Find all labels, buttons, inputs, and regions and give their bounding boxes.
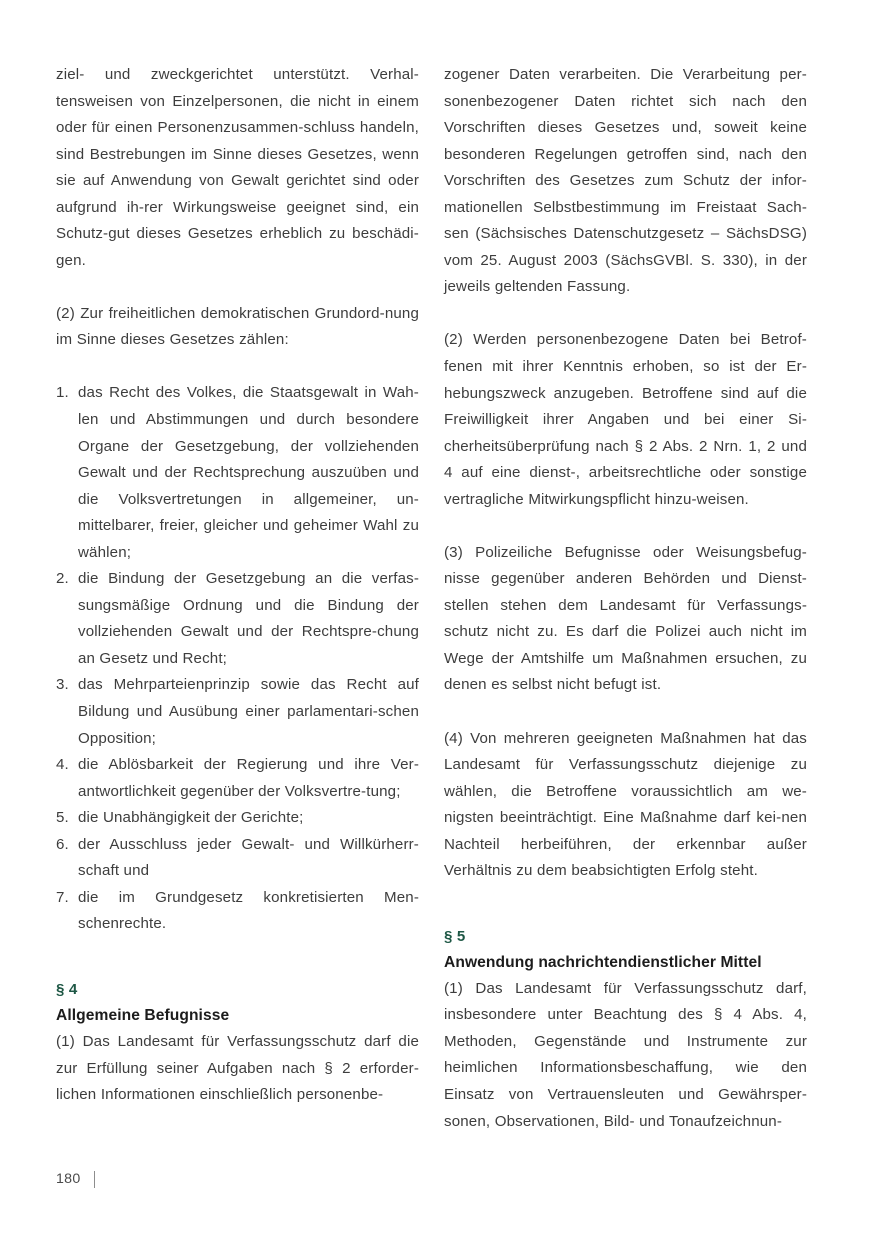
right-paragraph-2: (2) Werden personenbezogene Daten bei Betrof-fenen mit ihrer Kenntnis erhoben, so ist der Er-hebungszweck anzugeben. Betroffene sind auf die Freiwilligkeit ihrer Angaben und bei einer Si-cherheitsüberprüfung nach § 2 Abs. 2 Nrn. 1, 2 und 4 auf eine dienst-, arbeitsrechtliche oder sonstige vertragliche Mitwirkungspflicht hinzu-weisen. (444, 331, 807, 508)
right-section-paragraph-1: (1) Das Landesamt für Verfassungsschutz darf, insbesondere unter Beachtung des § 4 Abs. 4, Methoden, Gegenstände und Instrumente zur heimlichen Informationsbeschaffung, wie den Einsatz von Vertrauensleuten und Gewährsper-sonen, Observationen, Bild- und Tonaufzeichnun- (444, 979, 807, 1130)
section-number: § 5 (444, 927, 466, 945)
list-item: der Ausschluss jeder Gewalt- und Willkürherr-schaft und (78, 835, 419, 880)
section-heading-paragraph-5 (444, 925, 807, 976)
right-column (444, 62, 807, 1135)
left-section-paragraph-1: (1) Das Landesamt für Verfassungsschutz darf die zur Erfüllung seiner Aufgaben nach § 2 erforder-lichen Informationen einschließlich personenbe- (56, 1032, 419, 1104)
list-item: die Ablösbarkeit der Regierung und ihre Ver-antwortlichkeit gegenüber der Volksvertre-tung; (78, 756, 419, 800)
list-item: die im Grundgesetz konkretisierten Men-schenrechte. (78, 888, 419, 933)
page-footer (56, 1170, 95, 1188)
left-paragraph-continued: ziel- und zweckgerichtet unterstützt. Verhal-tensweisen von Einzelpersonen, die nicht in einem oder für einen Personenzusammen-schluss handeln, sind Bestrebungen im Sinne dieses Gesetzes, wenn sie auf Anwendung von Gewalt gerichtet sind oder aufgrund ih-rer Wirkungsweise geeignet sind, ein Schutz-gut dieses Gesetzes erheblich zu beschädi-gen. (56, 66, 419, 269)
right-paragraph-4: (4) Von mehreren geeigneten Maßnahmen hat das Landesamt für Verfassungsschutz diejenige zu wählen, die Betroffene voraussichtlich am we-nigsten beeinträchtigt. Eine Maßnahme darf kei-nen Nachteil herbeiführen, der erkennbar außer Verhältnis zu dem beabsichtigten Erfolg steht. (444, 729, 807, 880)
grundordnung-list (56, 380, 419, 937)
list-item: das Recht des Volkes, die Staatsgewalt in Wah-len und Abstimmungen und durch besondere Organe der Gesetzgebung, der vollziehenden Gewalt und der Rechtsprechung auszuüben und die Volksvertretungen in allgemeiner, un-mittelbarer, freier, gleicher und geheimer Wahl zu wählen; (78, 384, 419, 561)
list-item: das Mehrparteienprinzip sowie das Recht auf Bildung und Ausübung einer parlamentari-schen Opposition; (78, 676, 419, 747)
section-number: § 4 (56, 980, 78, 998)
section-heading-paragraph-4 (56, 978, 419, 1029)
section-title: Anwendung nachrichtendienstlicher Mittel (444, 953, 762, 971)
left-column (56, 62, 419, 1109)
left-paragraph-2-intro: (2) Zur freiheitlichen demokratischen Grundord-nung im Sinne dieses Gesetzes zählen: (56, 304, 419, 349)
list-item: die Bindung der Gesetzgebung an die verfas-sungsmäßige Ordnung und die Bindung der vollziehenden Gewalt und der Rechtspre-chung an Gesetz und Recht; (78, 570, 419, 667)
right-paragraph-continued: zogener Daten verarbeiten. Die Verarbeitung per-sonenbezogener Daten richtet sich nach den Vorschriften dieses Gesetzes und, soweit keine besonderen Regelungen getroffen sind, nach den Vorschriften des Gesetzes zum Schutz der infor-mationellen Selbstbestimmung im Freistaat Sach-sen (Sächsisches Datenschutzgesetz – SächsDSG) vom 25. August 2003 (SächsGVBl. S. 330), in der jeweils geltenden Fassung. (444, 66, 807, 296)
list-item: die Unabhängigkeit der Gerichte; (78, 809, 304, 827)
two-column-body (56, 62, 819, 1130)
right-paragraph-3: (3) Polizeiliche Befugnisse oder Weisungsbefug-nisse gegenüber anderen Behörden und Dienst-stellen stehen dem Landesamt für Verfassungs-schutz nicht zu. Es darf die Polizei auch nicht im Wege der Amtshilfe um Maßnahmen ersuchen, zu denen es selbst nicht befugt ist. (444, 543, 807, 694)
section-title: Allgemeine Befugnisse (56, 1006, 230, 1024)
footer-divider (94, 1171, 95, 1188)
page-number: 180 (56, 1171, 81, 1187)
